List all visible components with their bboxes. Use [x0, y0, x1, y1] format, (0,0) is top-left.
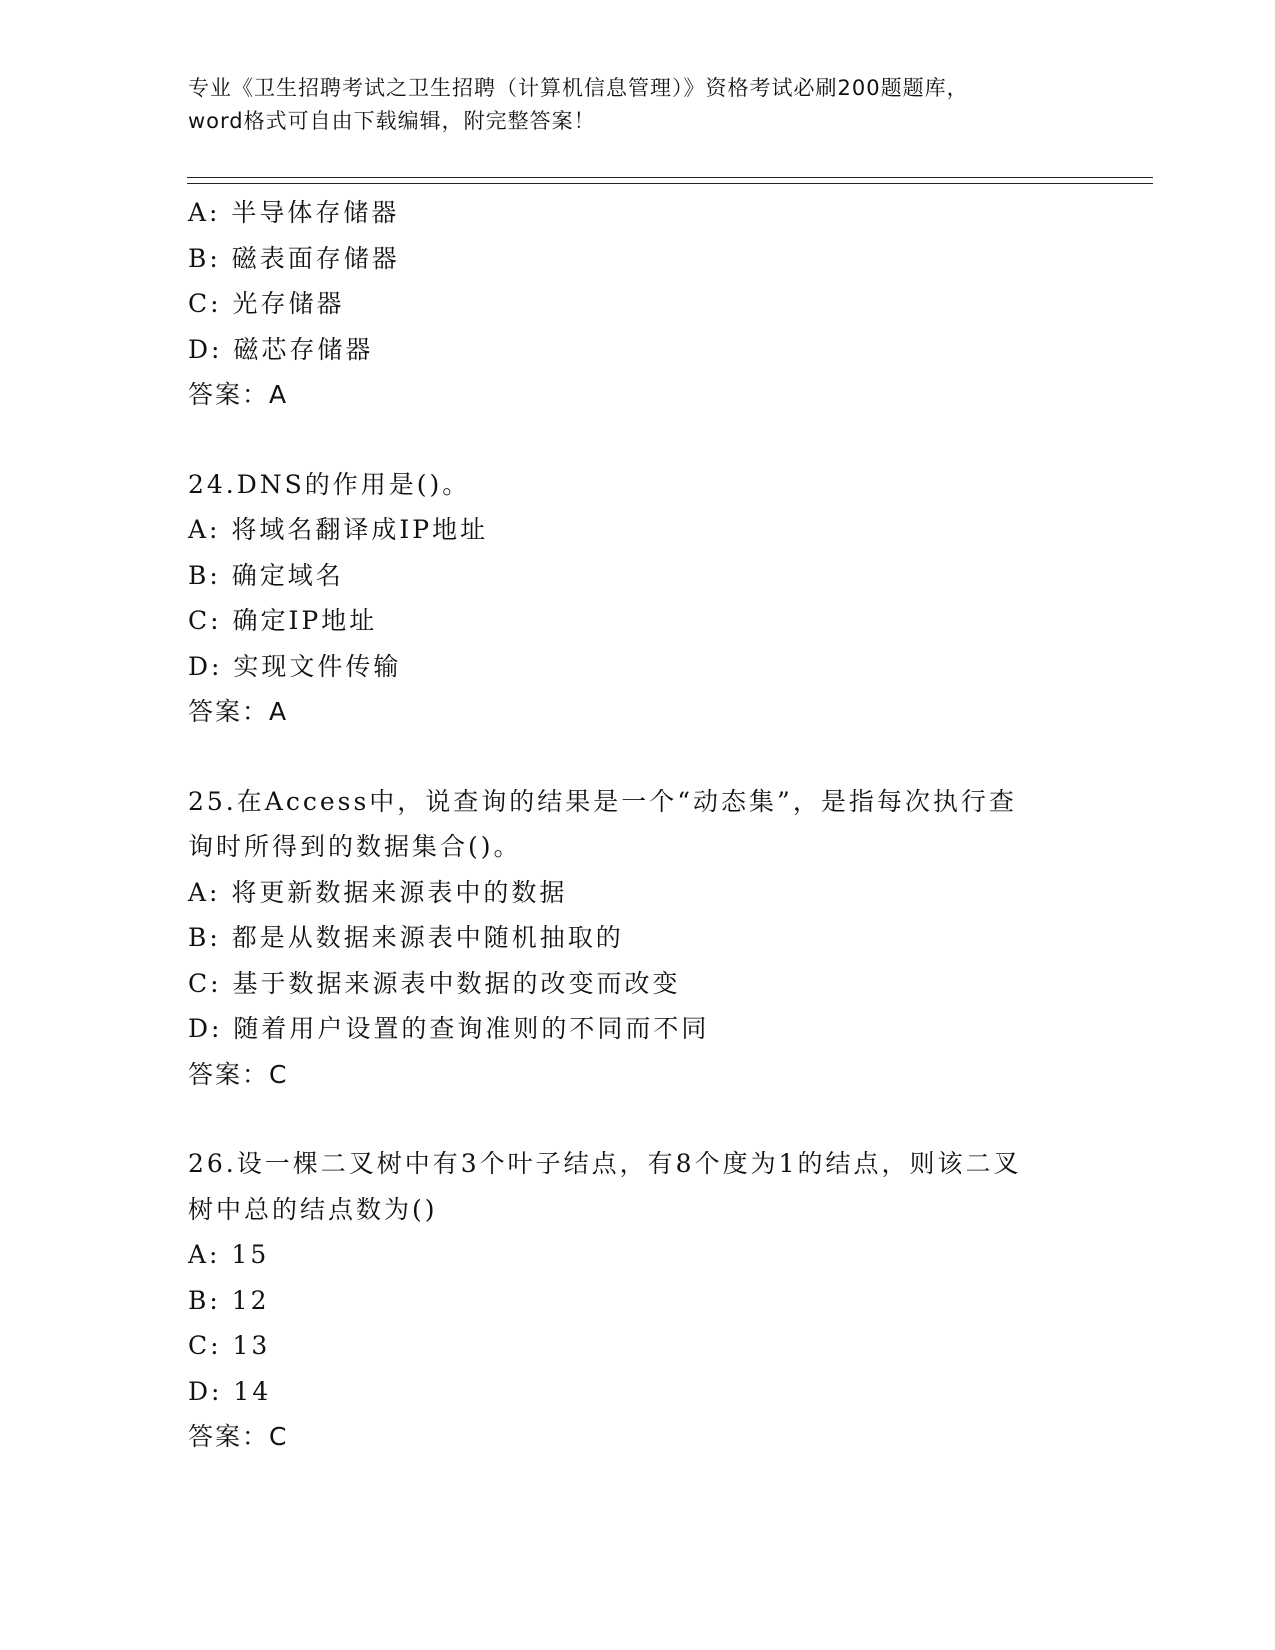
document-header — [188, 72, 1088, 138]
option-d: D: 14 — [188, 1376, 272, 1406]
option-a: A: 15 — [188, 1240, 270, 1269]
question-25 — [188, 779, 1088, 1098]
answer-line: 答案：A — [188, 380, 289, 409]
question-stem-line: 树中总的结点数为() — [188, 1194, 438, 1224]
question-stem-line: 询时所得到的数据集合()。 — [188, 832, 522, 861]
spacer — [188, 735, 1088, 779]
answer-line: 答案：C — [188, 1422, 289, 1451]
spacer — [188, 418, 1088, 462]
option-c: C: 光存储器 — [188, 289, 345, 318]
header-divider-top — [187, 177, 1153, 178]
header-divider-bottom — [187, 183, 1153, 184]
question-24 — [188, 462, 1088, 735]
question-stem-line: 25.在Access中，说查询的结果是一个“动态集”，是指每次执行查 — [188, 786, 1017, 816]
question-list — [188, 190, 1088, 1460]
option-a: A: 半导体存储器 — [188, 198, 400, 227]
option-b: B: 磁表面存储器 — [188, 243, 400, 273]
option-a: A: 将域名翻译成IP地址 — [188, 515, 489, 544]
answer-line: 答案：C — [188, 1059, 289, 1089]
option-c: C: 13 — [188, 1331, 271, 1360]
answer-line: 答案：A — [188, 697, 289, 726]
question-stem-line: 26.设一棵二叉树中有3个叶子结点，有8个度为1的结点，则该二叉 — [188, 1149, 1022, 1178]
option-b: B: 12 — [188, 1285, 270, 1315]
spacer — [188, 1097, 1088, 1141]
option-c: C: 基于数据来源表中数据的改变而改变 — [188, 968, 681, 998]
option-c: C: 确定IP地址 — [188, 606, 378, 635]
option-a: A: 将更新数据来源表中的数据 — [188, 877, 568, 907]
option-d: D: 实现文件传输 — [188, 651, 402, 681]
question-26 — [188, 1141, 1088, 1460]
option-b: B: 确定域名 — [188, 560, 344, 590]
header-title-line-2: word格式可自由下载编辑，附完整答案！ — [188, 109, 596, 133]
header-title-line-1: 专业《卫生招聘考试之卫生招聘（计算机信息管理）》资格考试必刷200题题库， — [188, 76, 969, 100]
option-d: D: 随着用户设置的查询准则的不同而不同 — [188, 1014, 710, 1043]
option-b: B: 都是从数据来源表中随机抽取的 — [188, 923, 624, 952]
question-23-continued — [188, 190, 1088, 418]
option-d: D: 磁芯存储器 — [188, 334, 374, 364]
question-stem-line: 24.DNS的作用是()。 — [188, 469, 471, 499]
